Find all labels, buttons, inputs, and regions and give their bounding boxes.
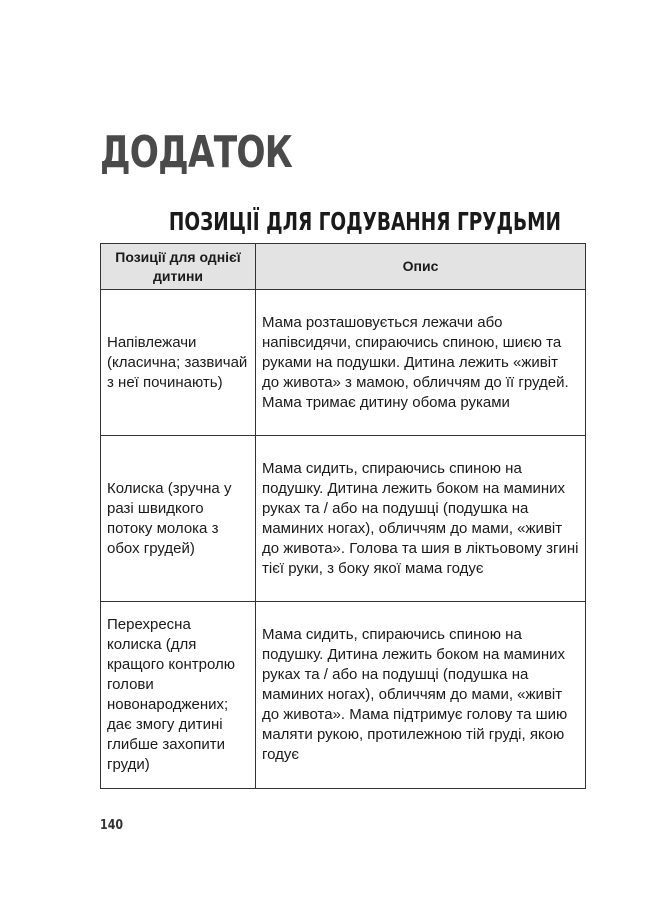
table-title [100, 206, 585, 238]
page-number: 140 [100, 818, 124, 833]
chapter-title: ДОДАТОК [100, 127, 293, 178]
position-cell: Колиска (зручна у разі швидкого потоку молока з обох грудей) [101, 436, 256, 602]
table-row [101, 436, 586, 602]
description-cell: Мама сидить, спираючись спиною на подушку. Дитина лежить боком на маминих руках та / або на подушці (подушка на маминих ногах), обличчям до мами, «живіт до живота». Мама підтримує голову та шию маляти рукою, протилежною тій груді, якою годує [256, 602, 586, 789]
table-header-row [101, 244, 586, 290]
header-position: Позиції для однієї дитини [101, 244, 256, 290]
header-description: Опис [256, 244, 586, 290]
table-row [101, 290, 586, 436]
table-title-text: ПОЗИЦІЇ ДЛЯ ГОДУВАННЯ ГРУДЬМИ [168, 207, 562, 236]
table-row [101, 602, 586, 789]
breastfeeding-positions-table [100, 243, 586, 789]
position-cell: Перехресна колиска (для кращого контролю голови новонароджених; дає змогу дитині глибше захопити груди) [101, 602, 256, 789]
position-cell: Напівлежачи (класична; зазвичай з неї починають) [101, 290, 256, 436]
description-cell: Мама сидить, спираючись спиною на подушку. Дитина лежить боком на маминих руках та / або на подушці (подушка на маминих ногах), обличчям до мами, «живіт до живота». Голова та шия в ліктьовому згині тієї руки, з боку якої мама годує [256, 436, 586, 602]
description-cell: Мама розташовується лежачи або напівсидячи, спираючись спиною, шиєю та руками на подушки. Дитина лежить «живіт до живота» з мамою, обличчям до її грудей. Мама тримає дитину обома руками [256, 290, 586, 436]
